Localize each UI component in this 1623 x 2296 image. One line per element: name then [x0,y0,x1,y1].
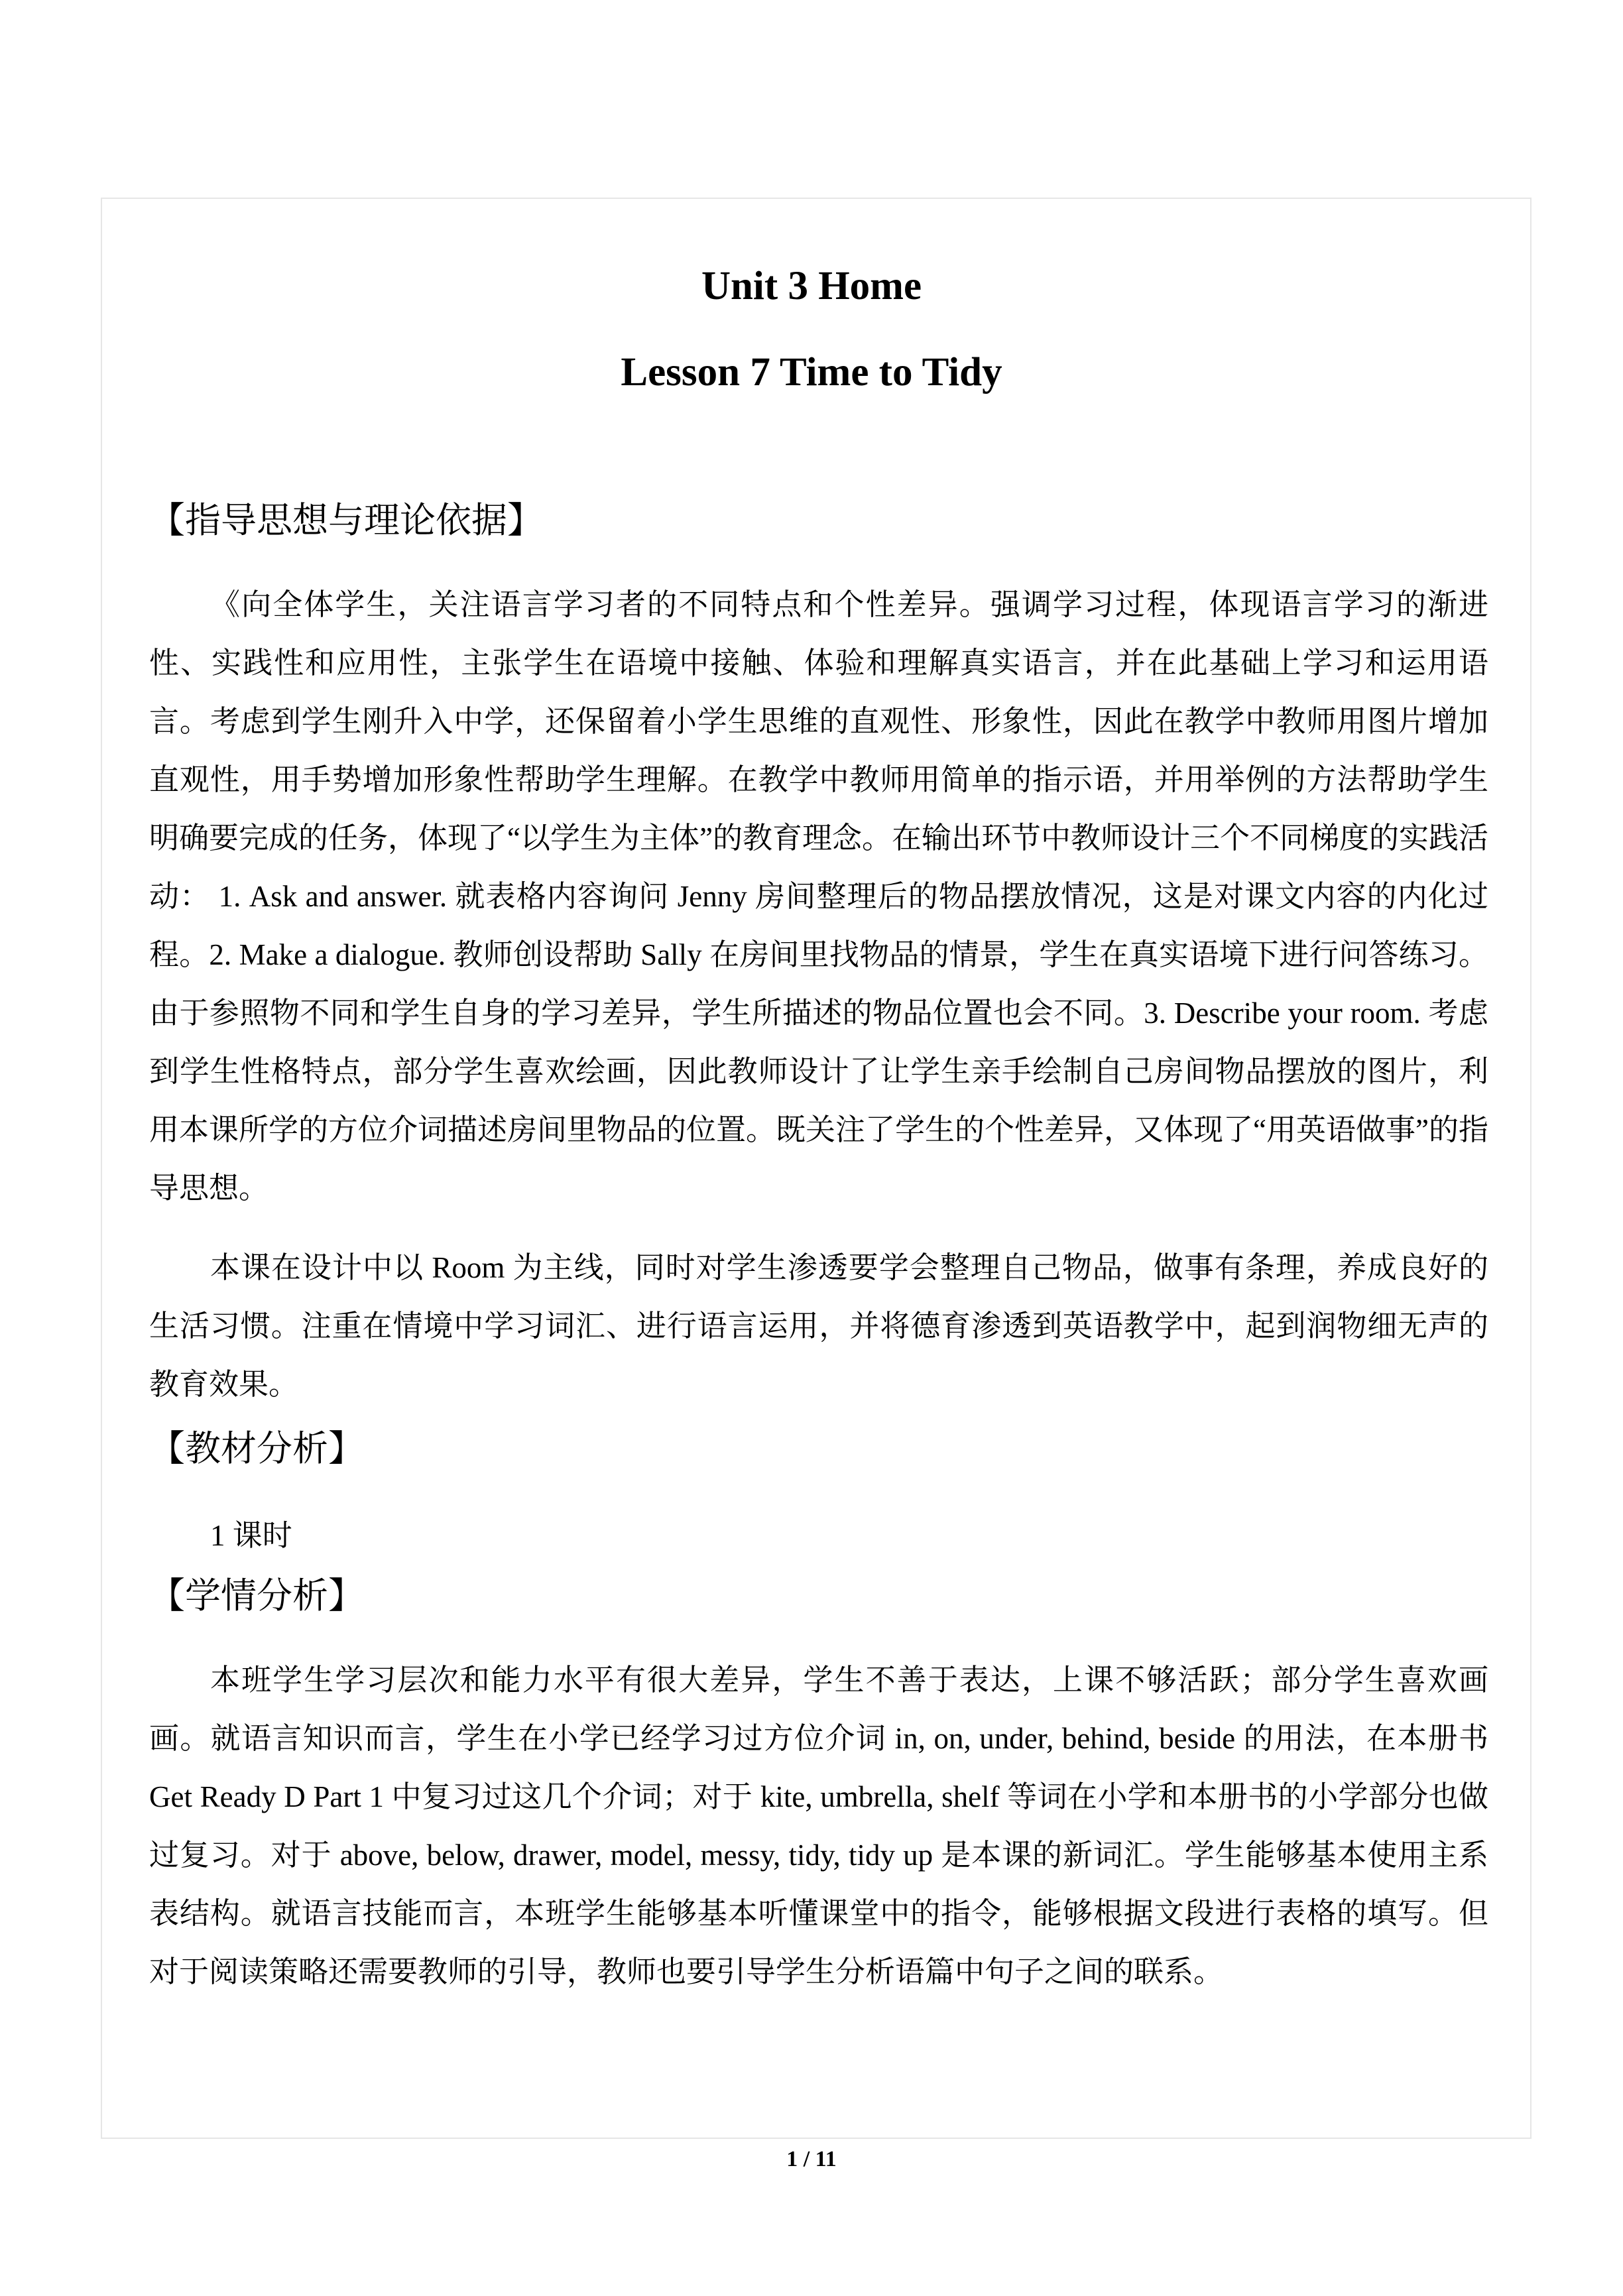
page-number: 1 / 11 [786,2147,837,2171]
paragraph-guiding-1: 《向全体学生，关注语言学习者的不同特点和个性差异。强调学习过程，体现语言学习的渐进性、实践性和应用性，主张学生在语境中接触、体验和理解真实语言，并在此基础上学习和运用语言。考虑到学生刚升入中学，还保留着小学生思维的直观性、形象性，因此在教学中教师用图片增加直观性，用手势增加形象性帮助学生理解。在教学中教师用简单的指示语，并用举例的方法帮助学生明确要完成的任务，体现了“以学生为主体”的教育理念。在输出环节中教师设计三个不同梯度的实践活动： 1. Ask and answer. 就表格内容询问 Jenny 房间整理后的物品摆放情况，这是对课文内容的内化过程。2. Make a dialogue. 教师创设帮助 Sally 在房间里找物品的情景，学生在真实语境下进行问答练习。由于参照物不同和学生自身的学习差异，学生所描述的物品位置也会不同。3. Describe your room. 考虑到学生性格特点，部分学生喜欢绘画，因此教师设计了让学生亲手绘制自己房间物品摆放的图片，利用本课所学的方位介词描述房间里物品的位置。既关注了学生的个性差异，又体现了“用英语做事”的指导思想。 [149,588,1488,1205]
lesson-title: Lesson 7 Time to Tidy [621,350,1002,394]
section-heading-material: 【教材分析】 [149,1427,364,1469]
paragraph-learner: 本班学生学习层次和能力水平有很大差异，学生不善于表达，上课不够活跃；部分学生喜欢画画。就语言知识而言，学生在小学已经学习过方位介词 in, on, under, behind, beside 的用法，在本册书 Get Ready D Part 1 中复习过这几个介词；对于 kite, umbrella, shelf 等词在小学和本册书的小学部分也做过复习。对于 above, below, drawer, model, messy, tidy, tidy up 是本课的新词汇。学生能够基本使用主系表结构。就语言技能而言，本班学生能够基本听懂课堂中的指令，能够根据文段进行表格的填写。但对于阅读策略还需要教师的引导，教师也要引导学生分析语篇中句子之间的联系。 [149,1663,1488,1988]
paragraph-guiding-2: 本课在设计中以 Room 为主线，同时对学生渗透要学会整理自己物品，做事有条理，养成良好的生活习惯。注重在情境中学习词汇、进行语言运用，并将德育渗透到英语教学中，起到润物细无声的教育效果。 [149,1251,1488,1401]
section-heading-learner: 【学情分析】 [149,1575,364,1616]
material-text: 1 课时 [210,1519,292,1552]
unit-title: Unit 3 Home [701,264,922,308]
section-heading-guiding: 【指导思想与理论依据】 [149,499,543,541]
